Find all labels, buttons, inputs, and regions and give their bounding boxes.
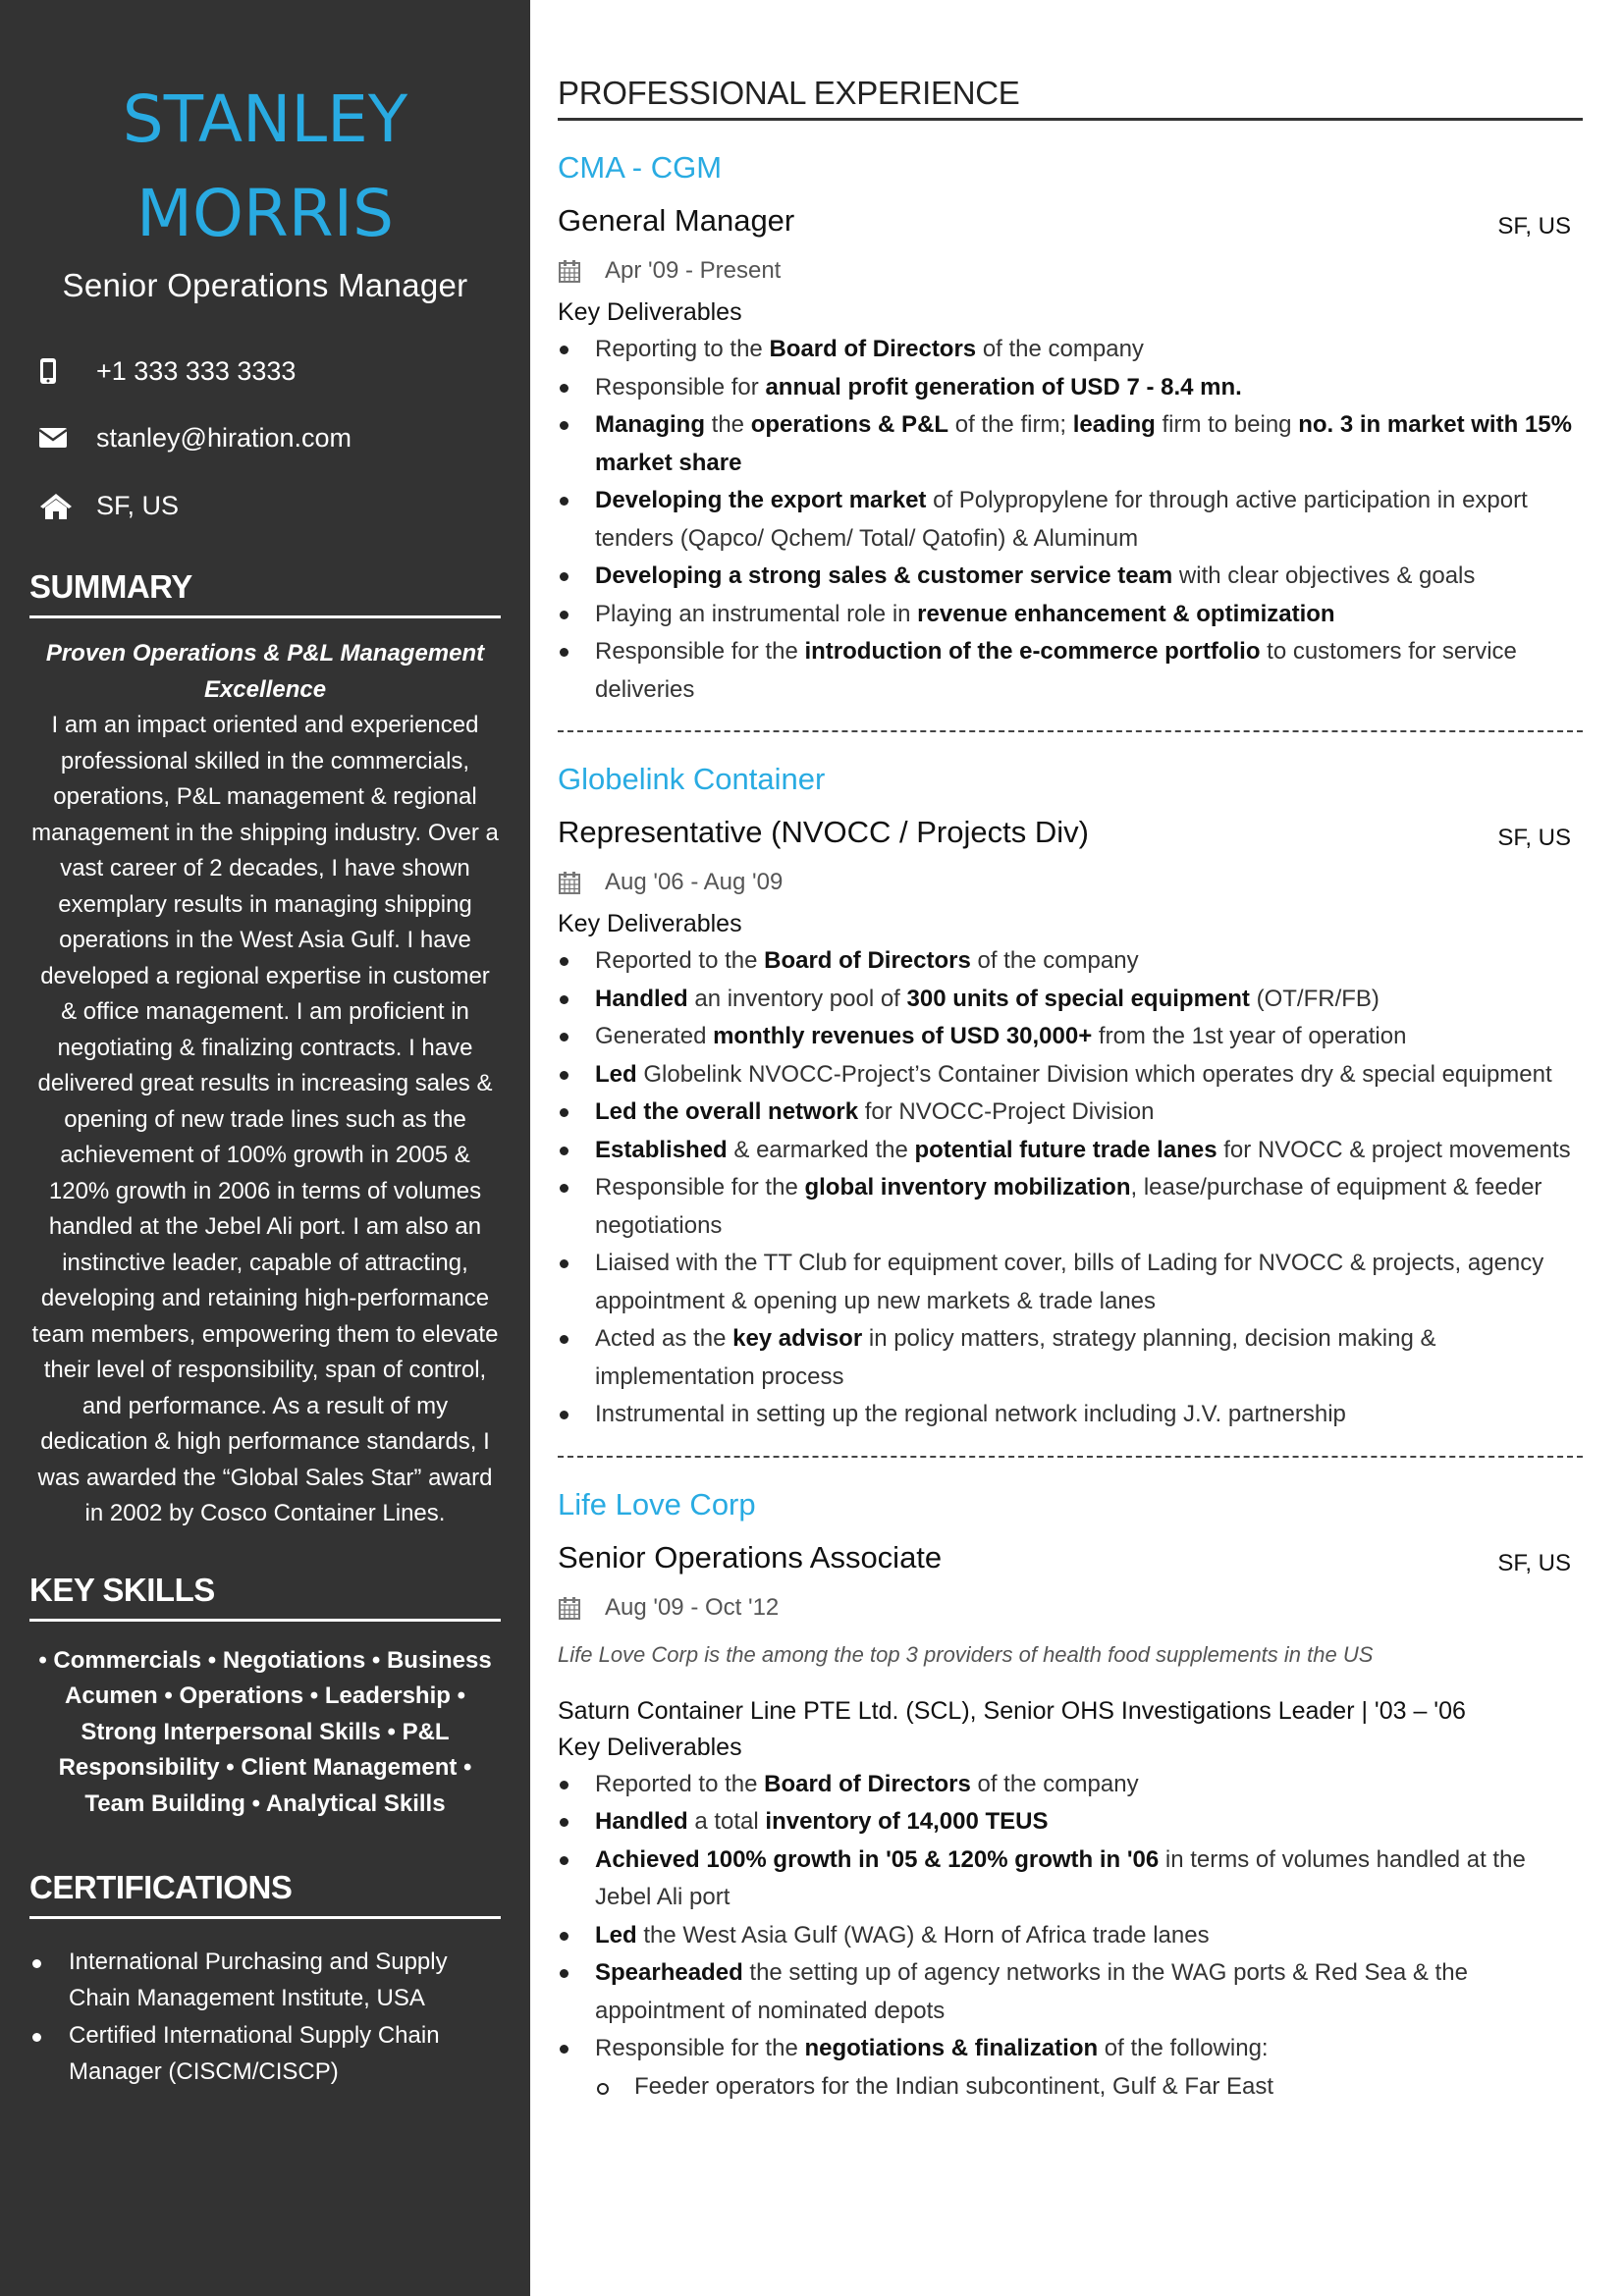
bold-text: Developing a strong sales & customer service team: [595, 562, 1173, 589]
text: (OT/FR/FB): [1249, 985, 1380, 1012]
deliverable-item: [558, 596, 1583, 634]
contact-location: [39, 488, 501, 523]
bold-text: negotiations & finalization: [804, 2035, 1099, 2061]
sidebar: [0, 0, 530, 2296]
deliverable-item: [558, 1842, 1583, 1917]
first-name: STANLEY: [122, 81, 408, 157]
text: of the company: [970, 1770, 1139, 1797]
text: in policy matters, strategy planning, decision making & implementation process: [595, 1325, 1436, 1390]
bold-text: key advisor: [732, 1325, 863, 1352]
bold-text: Board of Directors: [764, 1770, 971, 1797]
job-location: SF, US: [1497, 825, 1571, 851]
phone-text: +1 333 333 3333: [96, 355, 297, 386]
bold-text: potential future trade lanes: [914, 1136, 1217, 1163]
deliverable-item: [558, 331, 1583, 369]
text: Playing an instrumental role in: [595, 600, 918, 627]
text: of Polypropylene for through active participation in export tenders (Qapco/ Qchem/ Total/ Qatofin) & Aluminum: [595, 487, 1528, 552]
bold-text: Achieved 100% growth in '05 & 120% growth in '06: [595, 1845, 1160, 1873]
deliverable-item: [558, 2030, 1583, 2068]
text: , lease/purchase of equipment & feeder negotiations: [595, 1174, 1542, 1239]
text: a total: [687, 1808, 766, 1835]
deliverable-item: [558, 482, 1583, 558]
bold-text: Board of Directors: [769, 336, 977, 362]
job-entry: [558, 1485, 1583, 2107]
sub-role: Saturn Container Line PTE Ltd. (SCL), Senior OHS Investigations Leader | '03 – '06: [558, 1696, 1466, 1725]
bold-text: annual profit generation of USD 7 - 8.4 mn.: [765, 373, 1242, 400]
calendar-icon: [558, 1596, 605, 1620]
text: Responsible for the: [595, 638, 805, 665]
job-location: SF, US: [1497, 1549, 1571, 1576]
text: an inventory pool of: [687, 985, 907, 1012]
bold-text: Managing: [595, 411, 705, 438]
deliverable-item: [558, 1766, 1583, 1804]
deliverables-list: [558, 331, 1583, 709]
key-deliverables-label: Key Deliverables: [558, 1733, 742, 1761]
bold-text: Spearheaded: [595, 1959, 743, 1986]
contact-email[interactable]: [39, 420, 501, 455]
text: for NVOCC-Project Division: [858, 1098, 1155, 1125]
phone-icon: [39, 357, 96, 385]
text: of the company: [970, 947, 1139, 974]
text: from the 1st year of operation: [1092, 1023, 1407, 1049]
deliverable-item: [558, 633, 1583, 709]
summary-lead: Proven Operations & P&L Management Excellence: [45, 640, 485, 703]
key-deliverables-label: Key Deliverables: [558, 298, 742, 326]
bold-text: Developing the export market: [595, 487, 927, 513]
job-title: Senior Operations Manager: [62, 267, 468, 303]
bold-text: 300 units of special equipment: [906, 985, 1250, 1012]
email-text[interactable]: stanley@hiration.com: [96, 422, 352, 453]
certification-item: International Purchasing and Supply Chain Management Institute, USA: [29, 1945, 501, 2016]
job-dates: [558, 1591, 1583, 1625]
text: Reported to the: [595, 947, 765, 974]
deliverable-item: [558, 1954, 1583, 2030]
job-dates: [558, 866, 1583, 899]
deliverable-item: [558, 406, 1583, 482]
company-name: Life Love Corp: [558, 1486, 756, 1522]
bold-text: leading: [1072, 411, 1156, 438]
bold-text: Handled: [595, 1808, 688, 1835]
skills-heading: KEY SKILLS: [29, 1572, 501, 1622]
text: of the following:: [1098, 2035, 1269, 2061]
role-title: General Manager: [558, 203, 795, 238]
company-description: Life Love Corp is the among the top 3 providers of health food supplements in the US: [558, 1641, 1374, 1667]
certification-item: Certified International Supply Chain Manager (CISCM/CISCP): [29, 2018, 501, 2090]
job-entry: [558, 148, 1583, 709]
text: Responsible for the: [595, 2035, 805, 2061]
skills-list: • Commercials • Negotiations • Business Acumen • Operations • Leadership • Strong Interpersonal Skills • P&L Responsibility • Client Management • Team Building • Analytical Skills: [38, 1646, 492, 1817]
role-row: [558, 201, 1583, 240]
role-row: [558, 813, 1583, 852]
experience-heading: PROFESSIONAL EXPERIENCE: [558, 75, 1583, 121]
text: of the firm;: [948, 411, 1073, 438]
bold-text: Led: [595, 1060, 637, 1088]
bold-text: inventory of 14,000 TEUS: [765, 1808, 1049, 1835]
main-content: [558, 0, 1583, 2106]
bold-text: Led: [595, 1921, 637, 1949]
text: firm to being: [1155, 411, 1299, 438]
certifications-heading: CERTIFICATIONS: [29, 1869, 501, 1919]
key-deliverables-label: Key Deliverables: [558, 910, 742, 937]
text: Globelink NVOCC-Project’s Container Division which operates dry & special equipment: [636, 1060, 1552, 1088]
bold-text: no. 3 in market with 15% market share: [595, 411, 1572, 476]
bold-text: revenue enhancement & optimization: [917, 600, 1335, 627]
role-title: Representative (NVOCC / Projects Div): [558, 815, 1089, 849]
text: of the company: [976, 336, 1144, 362]
job-separator: [558, 1456, 1583, 1458]
text: the setting up of agency networks in the WAG ports & Red Sea & the appointment of nominated depots: [595, 1959, 1468, 2024]
certifications-list: [29, 1945, 501, 2090]
text: the: [705, 411, 751, 438]
dates-text: Aug '09 - Oct '12: [605, 1593, 780, 1621]
text: the West Asia Gulf (WAG) & Horn of Africa trade lanes: [636, 1921, 1210, 1949]
deliverable-item: [558, 558, 1583, 596]
text: with clear objectives & goals: [1172, 562, 1476, 589]
calendar-icon: [558, 259, 605, 283]
text: to customers for service deliveries: [595, 638, 1517, 703]
summary-text: I am an impact oriented and experienced professional skilled in the commercials, operations, P&L management & regional management in the shipping industry. Over a vast career of 2 decades, I have shown exemplary results in managing shipping operations in the West Asia Gulf. I have developed a regional expertise in customer & office management. I am proficient in negotiating & finalizing contracts. I have delivered great results in increasing sales & opening of new trade lines such as the achievement of 100% growth in 2005 & 120% growth in 2006 in terms of volumes handled at the Jebel Ali port. I am also an instinctive leader, capable of attracting, developing and retaining high-performance team members, empowering them to elevate their level of responsibility, span of control, and performance. As a result of my dedication & high performance standards, I was awarded the “Global Sales Star” award in 2002 by Cosco Container Lines.: [31, 712, 499, 1526]
deliverables-list: [558, 1766, 1583, 2068]
contact-phone: [39, 353, 501, 389]
bold-text: operations & P&L: [750, 411, 949, 438]
sub-deliverables-list: [558, 2068, 1583, 2107]
text: Responsible for: [595, 373, 766, 400]
last-name: MORRIS: [136, 176, 394, 251]
text: Reporting to the: [595, 336, 770, 362]
deliverable-item: [558, 1018, 1583, 1056]
text: Acted as the: [595, 1325, 733, 1352]
deliverable-item: [558, 981, 1583, 1019]
text: for NVOCC & project movements: [1217, 1136, 1571, 1163]
text: & earmarked the: [727, 1136, 915, 1163]
deliverable-item: [558, 1056, 1583, 1095]
bold-text: Board of Directors: [764, 947, 971, 974]
deliverable-item: [558, 1917, 1583, 1955]
text: Instrumental in setting up the regional network including J.V. partnership: [595, 1401, 1346, 1427]
deliverable-item: [558, 1132, 1583, 1170]
deliverable-item: [558, 1320, 1583, 1396]
deliverable-item: [558, 1396, 1583, 1434]
sub-deliverable-item: Feeder operators for the Indian subcontinent, Gulf & Far East: [558, 2068, 1583, 2107]
job-location: SF, US: [1497, 213, 1571, 240]
job-separator: [558, 730, 1583, 732]
calendar-icon: [558, 871, 605, 894]
company-name: Globelink Container: [558, 762, 826, 796]
job-dates: [558, 254, 1583, 288]
deliverables-list: [558, 942, 1583, 1434]
company-name: CMA - CGM: [558, 150, 723, 185]
deliverable-item: [558, 1094, 1583, 1132]
deliverable-item: [558, 942, 1583, 981]
bold-text: global inventory mobilization: [804, 1174, 1131, 1201]
summary-heading: SUMMARY: [29, 568, 501, 618]
bold-text: Established: [595, 1136, 728, 1163]
text: Generated: [595, 1023, 714, 1049]
envelope-icon: [39, 428, 96, 448]
home-icon: [39, 492, 96, 519]
deliverable-item: [558, 1169, 1583, 1245]
jobs-list: [558, 148, 1583, 2106]
text: Responsible for the: [595, 1174, 805, 1201]
deliverable-item: [558, 1803, 1583, 1842]
bold-text: monthly revenues of USD 30,000+: [713, 1023, 1093, 1049]
deliverable-item: [558, 1245, 1583, 1320]
role-title: Senior Operations Associate: [558, 1539, 943, 1575]
bold-text: Handled: [595, 985, 688, 1012]
job-entry: [558, 760, 1583, 1434]
bold-text: Led the overall network: [595, 1098, 859, 1125]
role-row: [558, 1538, 1583, 1577]
bold-text: introduction of the e-commerce portfolio: [804, 638, 1261, 665]
deliverable-item: [558, 369, 1583, 407]
dates-text: Aug '06 - Aug '09: [605, 869, 784, 895]
location-text: SF, US: [96, 490, 180, 520]
text: in terms of volumes handled at the Jebel Ali port: [595, 1845, 1526, 1910]
dates-text: Apr '09 - Present: [605, 257, 782, 284]
text: Reported to the: [595, 1770, 765, 1797]
text: Liaised with the TT Club for equipment cover, bills of Lading for NVOCC & projects, agency appointment & opening up new markets & trade lanes: [595, 1250, 1544, 1314]
